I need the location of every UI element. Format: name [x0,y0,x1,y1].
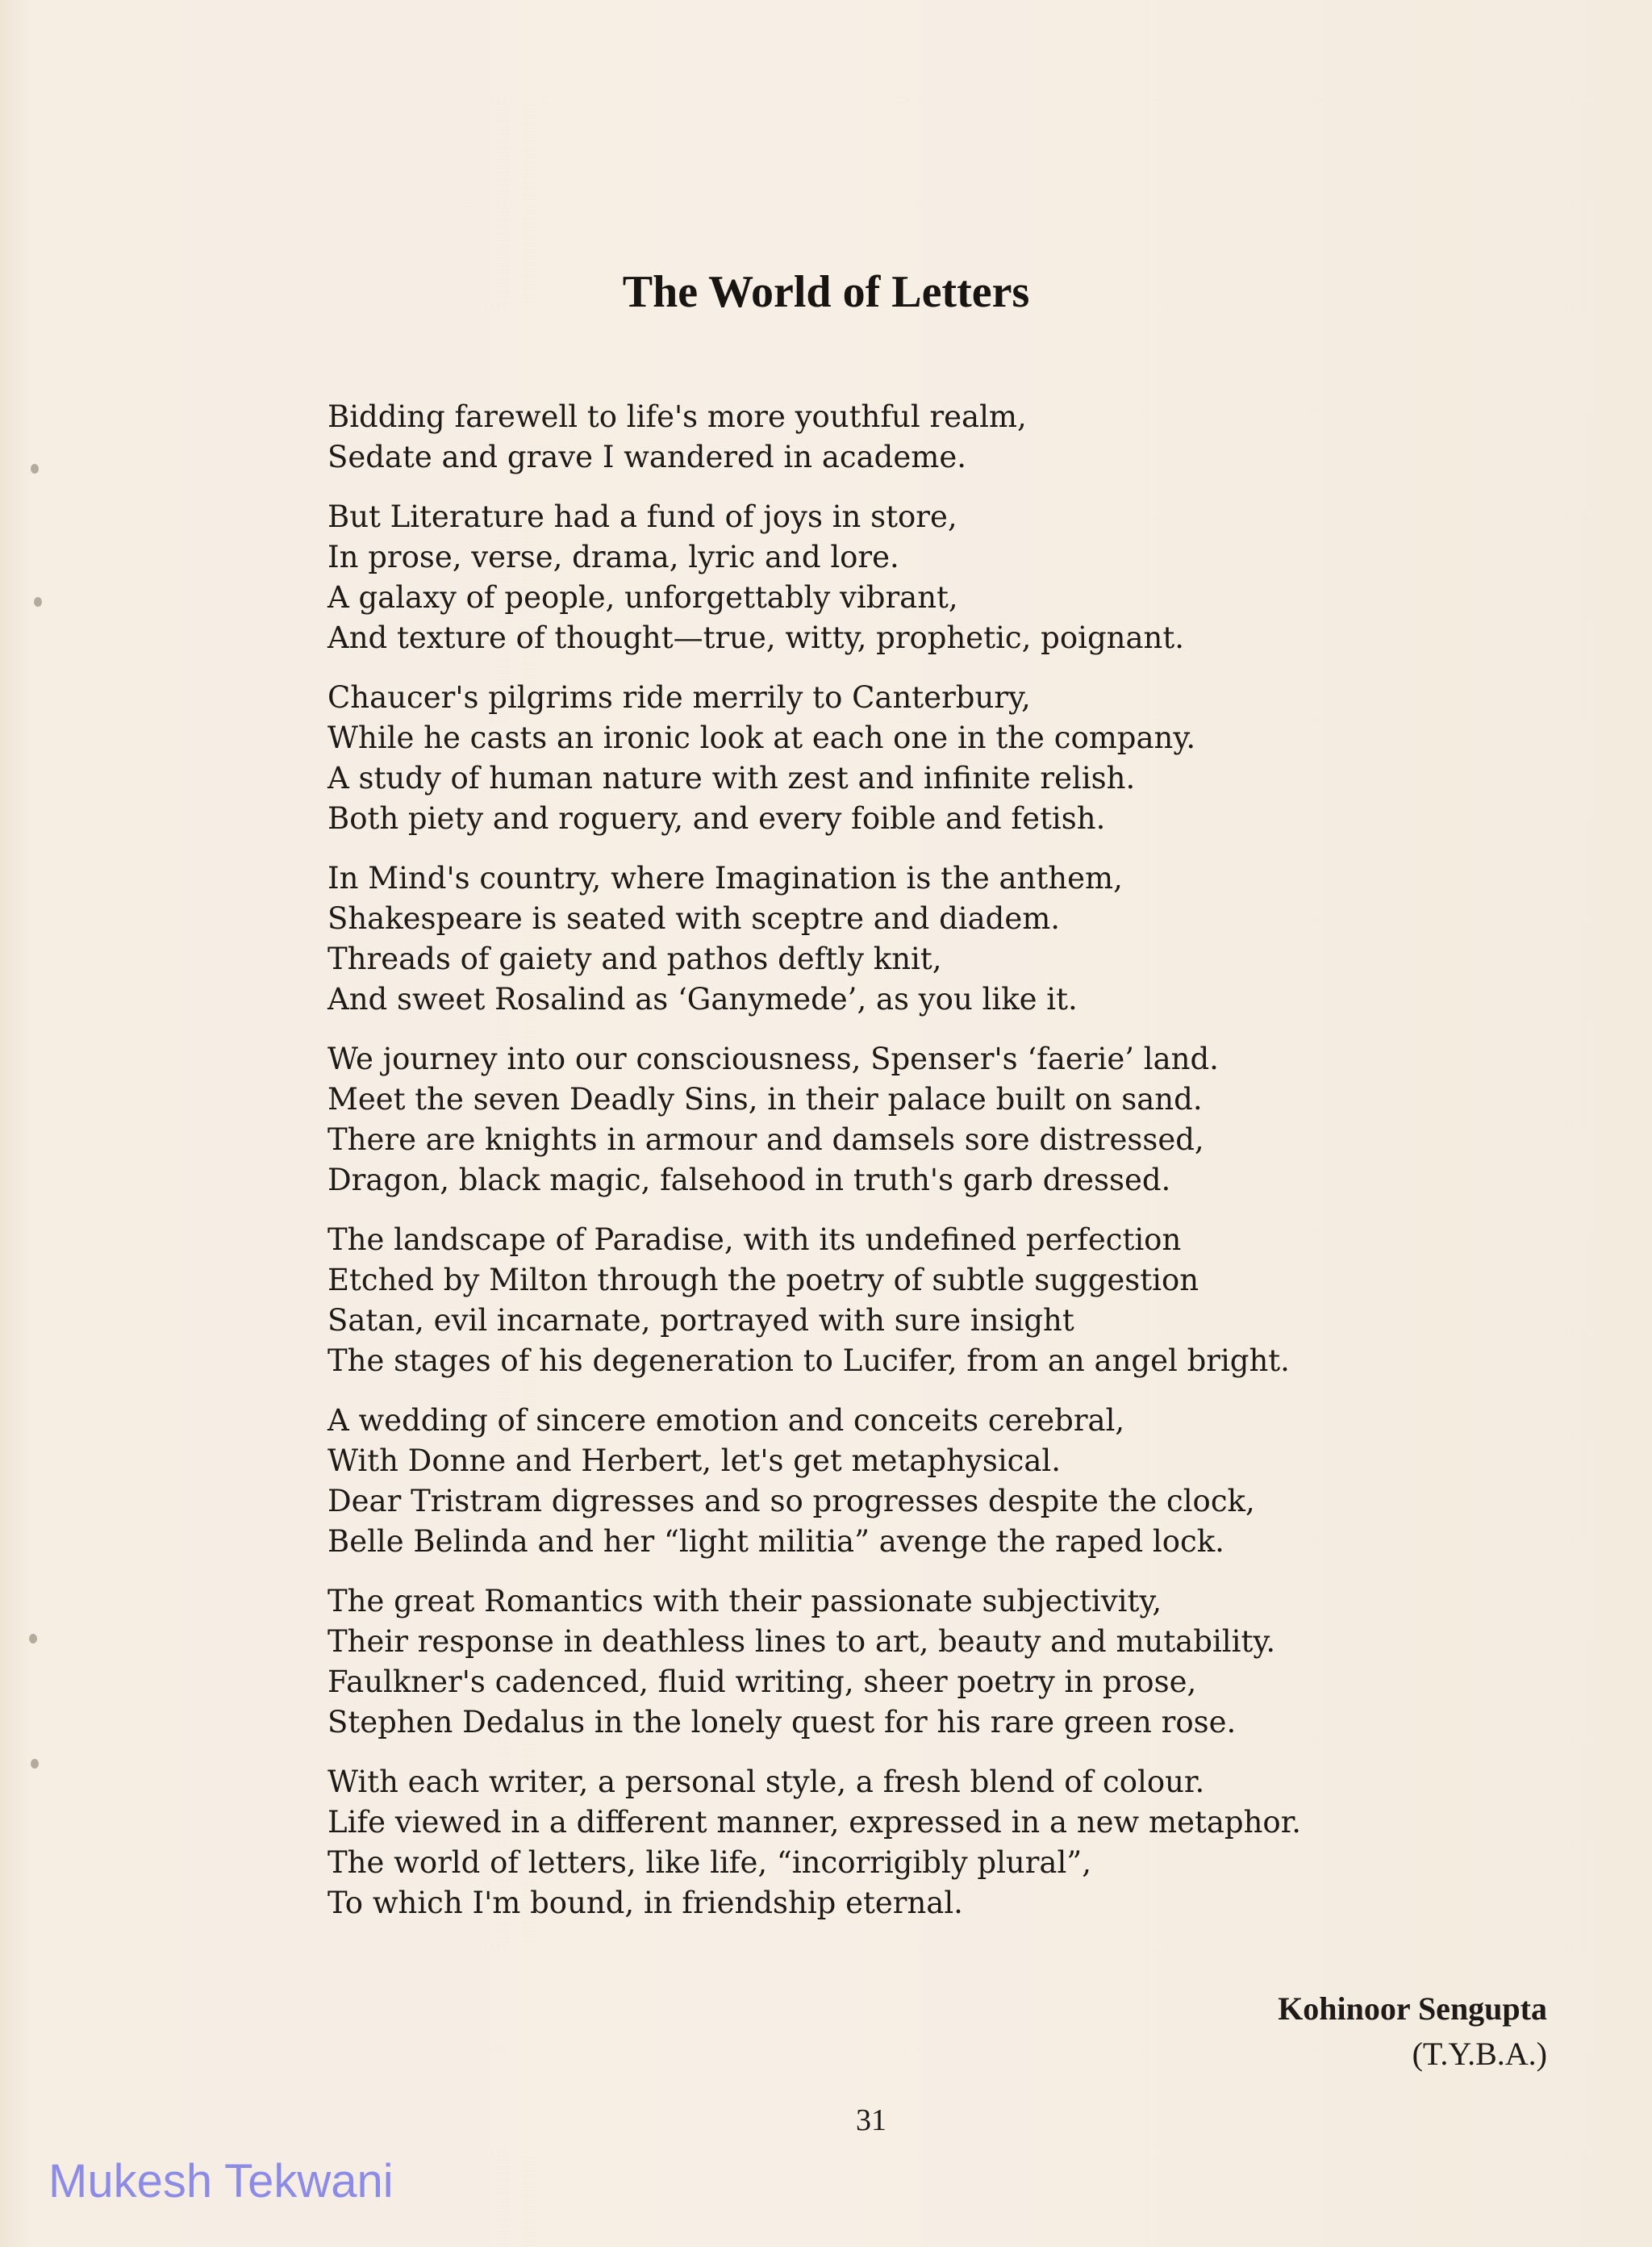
poem-line: Life viewed in a different manner, expressed in a new metaphor. [327,1805,1302,1840]
author-name: Kohinoor Sengupta [1278,1990,1547,2027]
poem-line: With Donne and Herbert, let's get metaphysical. [327,1443,1062,1478]
poem-line: While he casts an ironic look at each one in the company. [327,720,1196,755]
watermark: Mukesh Tekwani [48,2155,394,2207]
poem-line: Belle Belinda and her “light militia” avenge the raped lock. [327,1524,1224,1559]
poem-line: To which I'm bound, in friendship eternal. [327,1886,963,1920]
binding-hole-mark [29,1634,37,1643]
poem-line: Satan, evil incarnate, portrayed with sure insight [327,1303,1074,1338]
poem-line: But Literature had a fund of joys in store, [327,499,957,534]
poem-line: The great Romantics with their passionate subjectivity, [327,1584,1162,1618]
poem-body [327,397,1457,1943]
poem-line: In Mind's country, where Imagination is the anthem, [327,861,1123,896]
binding-hole-mark [31,464,39,474]
poem-line: A wedding of sincere emotion and conceits cerebral, [327,1403,1125,1438]
poem-line: The world of letters, like life, “incorrigibly plural”, [327,1845,1091,1880]
binding-hole-mark [34,597,42,607]
poem-line: A galaxy of people, unforgettably vibrant, [327,580,958,615]
stanza [327,1581,1457,1743]
poem-line: The stages of his degeneration to Lucifer, from an angel bright. [327,1343,1290,1378]
page-number: 31 [856,2103,886,2137]
poem-line: The landscape of Paradise, with its undefined perfection [327,1222,1182,1257]
stanza [327,497,1457,658]
poem-line: And sweet Rosalind as ‘Ganymede’, as you like it. [327,982,1078,1017]
poem-line: Chaucer's pilgrims ride merrily to Canterbury, [327,680,1031,715]
poem-line: Shakespeare is seated with sceptre and diadem. [327,901,1061,936]
poem-line: A study of human nature with zest and infinite relish. [327,761,1136,796]
poem-line: Their response in deathless lines to art, beauty and mutability. [327,1624,1276,1659]
poem-line: Bidding farewell to life's more youthful realm, [327,399,1027,434]
poem-line: Sedate and grave I wandered in academe. [327,440,966,474]
poem-line: We journey into our consciousness, Spenser's ‘faerie’ land. [327,1042,1219,1076]
stanza [327,1220,1457,1381]
poem-line: Dear Tristram digresses and so progresses despite the clock, [327,1484,1255,1518]
poem-line: Both piety and roguery, and every foible and fetish. [327,801,1106,836]
binding-hole-mark [31,1759,39,1769]
stanza [327,678,1457,839]
stanza [327,1039,1457,1201]
poem-line: Etched by Milton through the poetry of subtle suggestion [327,1263,1199,1297]
poem-line: In prose, verse, drama, lyric and lore. [327,540,899,574]
stanza [327,858,1457,1020]
poem-line: Dragon, black magic, falsehood in truth's garb dressed. [327,1163,1171,1197]
poem-line: There are knights in armour and damsels sore distressed, [327,1122,1204,1157]
stanza [327,1401,1457,1562]
poem-line: Meet the seven Deadly Sins, in their palace built on sand. [327,1082,1203,1117]
poem-line: Stephen Dedalus in the lonely quest for his rare green rose. [327,1705,1237,1740]
poem-line: With each writer, a personal style, a fresh blend of colour. [327,1765,1205,1799]
poem-line: Faulkner's cadenced, fluid writing, sheer poetry in prose, [327,1664,1197,1699]
poem-line: And texture of thought—true, witty, prophetic, poignant. [327,620,1184,655]
poem-title: The World of Letters [622,267,1030,317]
stanza [327,397,1457,478]
poem-line: Threads of gaiety and pathos deftly knit, [327,942,942,976]
author-block [1278,1986,1547,2077]
author-class: (T.Y.B.A.) [1412,2036,1547,2072]
stanza [327,1762,1457,1923]
